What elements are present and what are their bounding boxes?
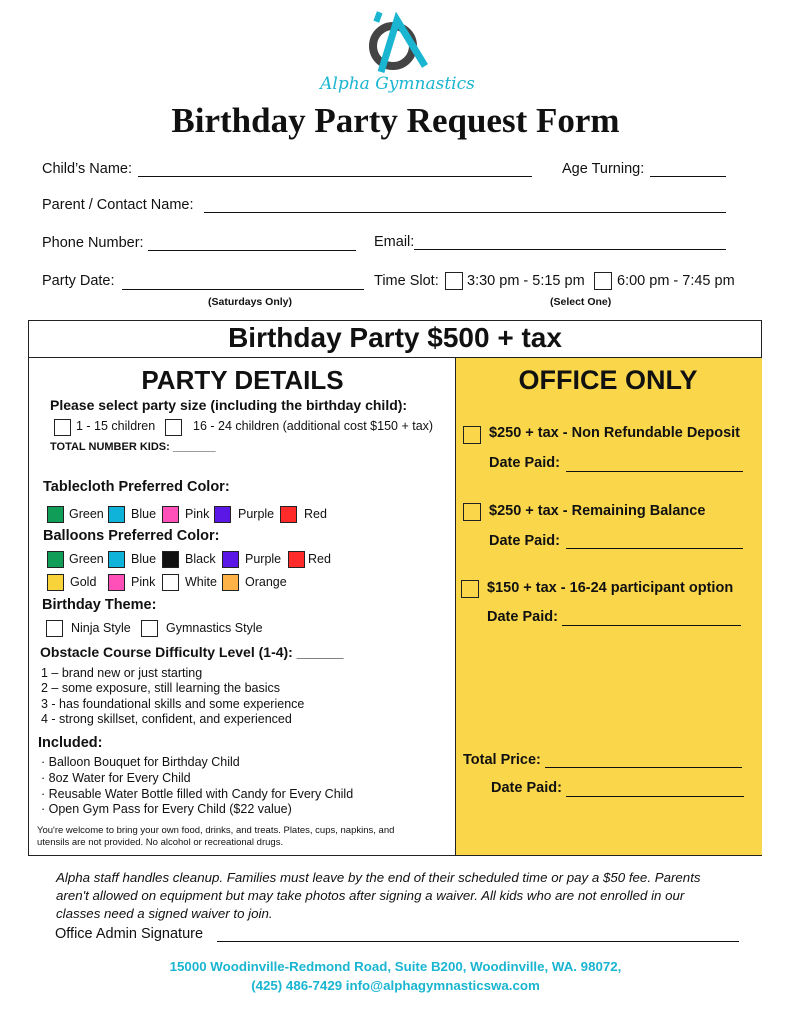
age-turning-label: Age Turning: bbox=[562, 161, 645, 177]
total-price-field[interactable] bbox=[545, 767, 742, 768]
deposit-checkbox[interactable] bbox=[463, 426, 481, 444]
balance-date-label: Date Paid: bbox=[489, 533, 560, 549]
included-item-1: · Balloon Bouquet for Birthday Child bbox=[41, 755, 240, 769]
level-1: 1 – brand new or just starting bbox=[41, 666, 203, 680]
policy-line-1: Alpha staff handles cleanup. Families must leave by the end of their scheduled time or pay a $50 fee. Parents bbox=[56, 870, 701, 885]
party-date-field[interactable] bbox=[122, 289, 364, 290]
balloon-white-swatch[interactable] bbox=[162, 574, 179, 591]
balloon-green-label: Green bbox=[69, 552, 104, 566]
time-slot-note: (Select One) bbox=[550, 296, 612, 308]
time-slot-1-label: 3:30 pm - 5:15 pm bbox=[467, 273, 585, 289]
address: 15000 Woodinville-Redmond Road, Suite B200, Woodinville, WA. 98072, bbox=[169, 959, 622, 974]
included-heading: Included: bbox=[38, 735, 103, 751]
balloon-white-label: White bbox=[185, 575, 217, 589]
total-date-field[interactable] bbox=[566, 796, 744, 797]
level-2: 2 – some exposure, still learning the basics bbox=[41, 681, 281, 695]
time-slot-2-label: 6:00 pm - 7:45 pm bbox=[617, 273, 735, 289]
tablecloth-red-label: Red bbox=[304, 507, 327, 521]
deposit-label: $250 + tax - Non Refundable Deposit bbox=[489, 425, 740, 441]
tablecloth-blue-swatch[interactable] bbox=[108, 506, 125, 523]
tablecloth-pink-label: Pink bbox=[185, 507, 210, 521]
included-item-2: · 8oz Water for Every Child bbox=[41, 771, 191, 785]
included-item-4: · Open Gym Pass for Every Child ($22 value) bbox=[41, 802, 292, 816]
policy-line-2: aren't allowed on equipment but may take photos after signing a waiver. All kids who are not enrolled in our bbox=[56, 888, 685, 903]
food-note-line-1: You're welcome to bring your own food, drinks, and treats. Plates, cups, napkins, and bbox=[37, 825, 395, 836]
tablecloth-pink-swatch[interactable] bbox=[162, 506, 179, 523]
logo bbox=[315, 10, 480, 100]
tablecloth-green-swatch[interactable] bbox=[47, 506, 64, 523]
signature-label: Office Admin Signature bbox=[55, 926, 204, 942]
price-banner: Birthday Party $500 + tax bbox=[228, 322, 562, 353]
phone-field[interactable] bbox=[148, 250, 356, 251]
theme-gymnastics-checkbox[interactable] bbox=[141, 620, 158, 637]
tablecloth-red-swatch[interactable] bbox=[280, 506, 297, 523]
size-prompt: Please select party size (including the birthday child): bbox=[50, 397, 408, 413]
balloon-purple-label: Purple bbox=[245, 552, 282, 566]
balloon-orange-swatch[interactable] bbox=[222, 574, 239, 591]
tablecloth-green-label: Green bbox=[69, 507, 104, 521]
balance-label: $250 + tax - Remaining Balance bbox=[489, 503, 706, 519]
logo-text: Alpha Gymnastics bbox=[320, 74, 475, 94]
page-title: Birthday Party Request Form bbox=[171, 101, 620, 140]
phone-label: Phone Number: bbox=[42, 235, 144, 251]
parent-name-field[interactable] bbox=[204, 212, 726, 213]
party-date-note: (Saturdays Only) bbox=[208, 296, 293, 308]
balloon-purple-swatch[interactable] bbox=[222, 551, 239, 568]
balloon-green-swatch[interactable] bbox=[47, 551, 64, 568]
tablecloth-heading: Tablecloth Preferred Color: bbox=[43, 479, 230, 495]
party-details-heading: PARTY DETAILS bbox=[141, 365, 344, 395]
option-checkbox[interactable] bbox=[461, 580, 479, 598]
size-1-label: 1 - 15 children bbox=[76, 419, 156, 433]
party-date-label: Party Date: bbox=[42, 273, 115, 289]
balance-checkbox[interactable] bbox=[463, 503, 481, 521]
tablecloth-purple-label: Purple bbox=[238, 507, 275, 521]
balloons-heading: Balloons Preferred Color: bbox=[43, 528, 220, 544]
balloon-blue-swatch[interactable] bbox=[108, 551, 125, 568]
total-kids-label: TOTAL NUMBER KIDS: _______ bbox=[50, 441, 216, 453]
theme-heading: Birthday Theme: bbox=[42, 597, 157, 613]
child-name-label: Child’s Name: bbox=[42, 161, 132, 177]
total-date-label: Date Paid: bbox=[491, 780, 562, 796]
child-name-field[interactable] bbox=[138, 176, 532, 177]
balloon-pink-swatch[interactable] bbox=[108, 574, 125, 591]
time-slot-label: Time Slot: bbox=[374, 273, 439, 289]
balloon-red-swatch[interactable] bbox=[288, 551, 305, 568]
size-1-checkbox[interactable] bbox=[54, 419, 71, 436]
signature-field[interactable] bbox=[217, 941, 739, 942]
option-label: $150 + tax - 16-24 participant option bbox=[487, 580, 734, 596]
option-date-field[interactable] bbox=[562, 625, 741, 626]
logo-mark-icon bbox=[315, 10, 480, 80]
balloon-gold-swatch[interactable] bbox=[47, 574, 64, 591]
balloon-red-label: Red bbox=[308, 552, 331, 566]
food-note-line-2: utensils are not provided. No alcohol or recreational drugs. bbox=[37, 837, 284, 848]
contact-info[interactable]: (425) 486-7429 info@alphagymnasticswa.com bbox=[251, 978, 540, 993]
theme-ninja-label: Ninja Style bbox=[71, 621, 131, 635]
option-date-label: Date Paid: bbox=[487, 609, 558, 625]
level-4: 4 - strong skillset, confident, and experienced bbox=[41, 712, 292, 726]
difficulty-heading: Obstacle Course Difficulty Level (1-4): ______ bbox=[40, 644, 344, 660]
balance-date-field[interactable] bbox=[566, 548, 743, 549]
balloon-black-label: Black bbox=[185, 552, 216, 566]
level-3: 3 - has foundational skills and some experience bbox=[41, 697, 305, 711]
included-item-3: · Reusable Water Bottle filled with Candy for Every Child bbox=[41, 787, 354, 801]
policy-line-3: classes need a signed waiver to join. bbox=[56, 906, 273, 921]
deposit-date-label: Date Paid: bbox=[489, 455, 560, 471]
theme-gymnastics-label: Gymnastics Style bbox=[166, 621, 263, 635]
tablecloth-blue-label: Blue bbox=[131, 507, 157, 521]
size-2-label: 16 - 24 children (additional cost $150 + tax) bbox=[193, 419, 434, 433]
balloon-gold-label: Gold bbox=[70, 575, 97, 589]
email-field[interactable] bbox=[414, 249, 726, 250]
time-slot-1-checkbox[interactable] bbox=[445, 272, 463, 290]
balloon-pink-label: Pink bbox=[131, 575, 156, 589]
balloon-black-swatch[interactable] bbox=[162, 551, 179, 568]
age-turning-field[interactable] bbox=[650, 176, 726, 177]
time-slot-2-checkbox[interactable] bbox=[594, 272, 612, 290]
balloon-orange-label: Orange bbox=[245, 575, 287, 589]
email-label: Email: bbox=[374, 234, 415, 250]
office-heading: OFFICE ONLY bbox=[518, 365, 698, 395]
tablecloth-purple-swatch[interactable] bbox=[214, 506, 231, 523]
deposit-date-field[interactable] bbox=[566, 471, 743, 472]
parent-name-label: Parent / Contact Name: bbox=[42, 197, 194, 213]
balloon-blue-label: Blue bbox=[131, 552, 157, 566]
size-2-checkbox[interactable] bbox=[165, 419, 182, 436]
total-price-label: Total Price: bbox=[463, 752, 541, 768]
theme-ninja-checkbox[interactable] bbox=[46, 620, 63, 637]
